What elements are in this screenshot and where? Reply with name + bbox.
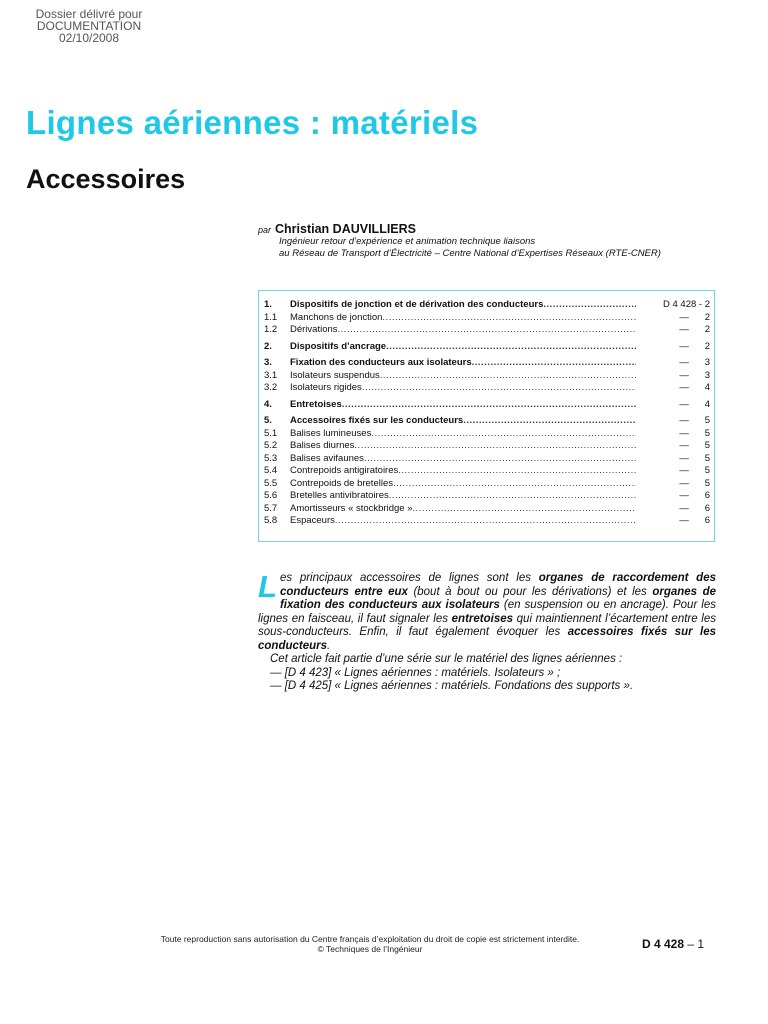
- drop-cap: L: [258, 569, 277, 604]
- toc-page-ref: — 4: [679, 382, 710, 393]
- toc-entry[interactable]: [264, 453, 710, 466]
- toc-number: 2.: [264, 340, 272, 352]
- toc-entry[interactable]: [264, 490, 710, 503]
- toc-number: 1.: [264, 299, 272, 310]
- toc-number: 3.1: [264, 369, 278, 381]
- delivery-stamp: [24, 8, 154, 44]
- toc-page-ref: — 5: [679, 440, 710, 451]
- toc-title: Contrepoids de bretelles .....: [290, 478, 636, 491]
- stamp-date: 02/10/2008: [58, 31, 120, 45]
- toc-title: Balises avifaunes .....: [290, 453, 636, 466]
- intro-text: es principaux accessoires de lignes sont les: [279, 572, 539, 584]
- toc-number: 5.6: [264, 490, 278, 501]
- author-affiliation-1: Ingénieur retour d’expérience et animation technique liaisons: [279, 236, 536, 247]
- intro-text: qui maintiennent l’écartement entre les sous-conducteurs. Enfin, il faut également évoquer les: [258, 612, 716, 638]
- toc-title: Fixation des conducteurs aux isolateurs .....: [290, 357, 636, 370]
- page-subtitle: Accessoires: [26, 164, 186, 194]
- intro-text: .: [327, 639, 331, 652]
- series-note: Cet article fait partie d’une série sur le matériel des lignes aériennes :: [270, 653, 623, 665]
- page-number: – 1: [684, 937, 705, 951]
- toc-title: Entretoises .....: [290, 399, 636, 412]
- stamp-line-2: DOCUMENTATION: [36, 19, 142, 33]
- author-block: [258, 222, 728, 259]
- author-name: Christian DAUVILLIERS: [275, 222, 417, 236]
- toc-number: 1.1: [264, 311, 278, 323]
- toc-page-ref: — 6: [679, 490, 710, 501]
- toc-page-ref: — 3: [679, 369, 710, 381]
- toc-entry[interactable]: [264, 399, 710, 412]
- toc-page-ref: — 2: [679, 340, 710, 352]
- toc-entry[interactable]: [264, 503, 710, 516]
- toc-page-ref: — 6: [679, 515, 710, 526]
- toc-number: 4.: [264, 398, 272, 410]
- toc-page-ref: D 4 428 - 2: [663, 299, 710, 310]
- document-code: D 4 428: [642, 937, 685, 951]
- toc-page-ref: — 5: [679, 465, 710, 476]
- toc-number: 3.2: [264, 382, 278, 393]
- page-reference: [642, 937, 704, 951]
- copyright-line-1: Toute reproduction sans autorisation du Centre français d’exploitation du droit de copie est strictement interdite.: [160, 934, 580, 944]
- related-article-link[interactable]: — [D 4 425] « Lignes aériennes : matériels. Fondations des supports ».: [270, 680, 634, 692]
- toc-number: 5.: [264, 415, 272, 426]
- toc-number: 3.: [264, 357, 272, 368]
- toc-entry[interactable]: [264, 478, 710, 491]
- toc-number: 5.4: [264, 465, 278, 476]
- introduction: [258, 569, 717, 694]
- toc-entry[interactable]: [264, 341, 710, 354]
- copyright-line-2: © Techniques de l’Ingénieur: [317, 944, 423, 954]
- toc-page-ref: — 2: [679, 311, 710, 323]
- intro-emphasis: accessoires fixés sur les conducteurs: [258, 626, 716, 652]
- intro-emphasis: organes de raccordement des conducteurs entre eux: [279, 572, 716, 598]
- toc-title: Isolateurs suspendus .....: [290, 370, 636, 383]
- toc-page-ref: — 5: [679, 415, 710, 426]
- toc-number: 5.2: [264, 440, 278, 451]
- toc-entry[interactable]: [264, 428, 710, 441]
- intro-paragraph: [258, 569, 717, 653]
- toc-number: 5.1: [264, 427, 278, 439]
- toc-title: Dispositifs d’ancrage .....: [290, 341, 636, 354]
- toc-page-ref: — 5: [679, 452, 710, 464]
- toc-entry[interactable]: [264, 415, 710, 428]
- toc-entry[interactable]: [264, 357, 710, 370]
- toc-title: Balises lumineuses .....: [290, 428, 636, 441]
- toc-entry[interactable]: [264, 370, 710, 383]
- toc-entry[interactable]: [264, 440, 710, 453]
- toc-page-ref: — 6: [679, 502, 710, 514]
- author-affiliation-2: au Réseau de Transport d’Électricité – Centre National d’Expertises Réseaux (RTE-CNER): [279, 247, 661, 259]
- toc-title: Espaceurs .....: [290, 515, 636, 528]
- toc-title: Dispositifs de jonction et de dérivation des conducteurs .....: [290, 299, 636, 312]
- toc-entry[interactable]: [264, 382, 710, 395]
- copyright-notice: [110, 934, 630, 954]
- intro-emphasis: entretoises: [451, 612, 514, 625]
- intro-text: (en suspension ou en ancrage). Pour les lignes en faisceau, il faut signaler les: [258, 599, 716, 625]
- table-of-contents: [258, 290, 715, 542]
- toc-entry[interactable]: [264, 312, 710, 325]
- intro-text: (bout à bout ou pour les dérivations) et les: [407, 585, 653, 598]
- toc-page-ref: — 4: [679, 398, 710, 410]
- toc-number: 5.5: [264, 477, 278, 489]
- toc-number: 5.7: [264, 502, 278, 514]
- page-title: Lignes aériennes : matériels: [26, 104, 479, 141]
- toc-title: Dérivations .....: [290, 324, 636, 337]
- toc-entry[interactable]: [264, 324, 710, 337]
- toc-title: Manchons de jonction .....: [290, 312, 636, 325]
- toc-title: Amortisseurs « stockbridge » .....: [290, 503, 636, 516]
- toc-entry[interactable]: [264, 515, 710, 528]
- toc-title: Isolateurs rigides .....: [290, 382, 636, 395]
- toc-page-ref: — 3: [679, 357, 710, 368]
- toc-page-ref: — 2: [679, 324, 710, 335]
- toc-number: 5.3: [264, 452, 278, 464]
- intro-emphasis: organes de fixation des conducteurs aux isolateurs: [279, 585, 717, 611]
- toc-page-ref: — 5: [679, 427, 710, 439]
- stamp-line-1: Dossier délivré pour: [35, 7, 143, 21]
- toc-title: Balises diurnes .....: [290, 440, 636, 453]
- toc-page-ref: — 5: [679, 477, 710, 489]
- related-article-link[interactable]: — [D 4 423] « Lignes aériennes : matériels. Isolateurs » ;: [270, 666, 561, 679]
- toc-entry[interactable]: [264, 465, 710, 478]
- author-prefix: par: [258, 225, 272, 235]
- toc-number: 1.2: [264, 324, 278, 335]
- toc-title: Accessoires fixés sur les conducteurs .....: [290, 415, 636, 428]
- toc-entry[interactable]: [264, 299, 710, 312]
- toc-number: 5.8: [264, 515, 278, 526]
- toc-title: Contrepoids antigiratoires .....: [290, 465, 636, 478]
- toc-title: Bretelles antivibratoires .....: [290, 490, 636, 503]
